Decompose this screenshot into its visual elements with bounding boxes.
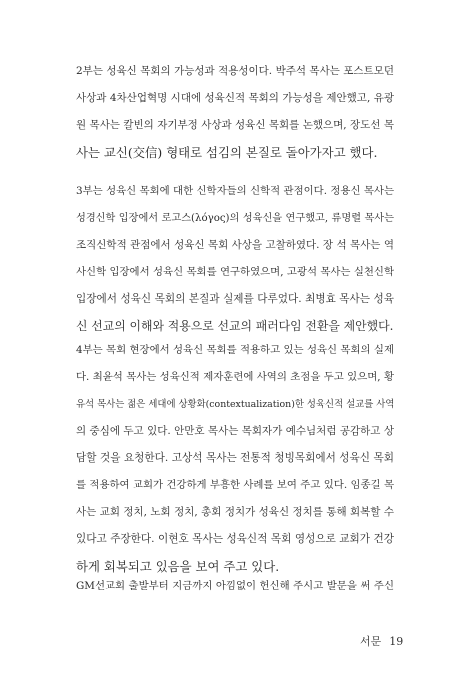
text-line: GM선교회 출발부터 지금까지 아낌없이 헌신해 주시고 발문을 써 주신 [76, 580, 394, 592]
text-line: 2부는 성육신 목회의 가능성과 적용성이다. 박주석 목사는 포스트모던 [76, 65, 394, 77]
text-line: 성경신학 입장에서 로고스(λόγος)의 성육신을 연구했고, 류명렬 목사는 [76, 213, 394, 224]
paragraph-part-3 [76, 178, 394, 340]
text-line: 조직신학적 관점에서 성육신 목회 사상을 고찰하였다. 장 석 목사는 역 [76, 239, 394, 251]
section-title: 서문 [360, 635, 382, 648]
text-line: 4부는 목회 현장에서 성육신 목회를 적용하고 있는 성육신 목회의 실제 [76, 344, 394, 356]
text-line: 유석 목사는 젊은 세대에 상황화(contextualization)한 성육신적 설교를 사역 [76, 399, 394, 410]
text-line: 3부는 성육신 목회에 대한 신학자들의 신학적 관점이다. 정용신 목사는 [76, 185, 394, 197]
text-line: 원 목사는 칼빈의 자기부정 사상과 성육신 목회를 논했으며, 장도선 목 [76, 119, 394, 131]
text-line: 사는 교신(交信) 형태로 섬김의 본질로 돌아가자고 했다. [76, 145, 378, 160]
text-line: 의 중심에 두고 있다. 안만호 목사는 목회자가 예수님처럼 공감하고 상 [76, 425, 394, 437]
page-number: 19 [389, 635, 404, 648]
paragraph-acknowledgement [76, 573, 394, 600]
text-line: 하게 회복되고 있음을 보여 주고 있다. [76, 559, 280, 574]
text-line: 사는 교회 정치, 노회 정치, 총회 정치가 성육신 정치를 통해 회복할 수 [76, 506, 394, 518]
text-line: 입장에서 성육신 목회의 본질과 실제를 다루었다. 최병효 목사는 성육 [76, 293, 394, 305]
text-line: 사신학 입장에서 성육신 목회를 연구하였으며, 고광석 목사는 실천신학 [76, 266, 394, 278]
page-footer [360, 634, 403, 650]
text-line: 다. 최윤석 목사는 성육신적 제자훈련에 사역의 초점을 두고 있으며, 황 [76, 371, 394, 383]
paragraph-part-4 [76, 337, 394, 580]
text-line: 담할 것을 요청한다. 고상석 목사는 전통적 청빙목회에서 성육신 목회 [76, 452, 394, 464]
text-line: 신 선교의 이해와 적용으로 선교의 패러다임 전환을 제안했다. [76, 319, 394, 333]
text-line: 있다고 주장한다. 이현호 목사는 성육신적 목회 영성으로 교회가 건강 [76, 533, 394, 545]
text-line: 를 적용하여 교회가 건강하게 부흥한 사례를 보여 주고 있다. 임종길 목 [76, 479, 394, 491]
paragraph-part-2 [76, 58, 394, 166]
text-line: 사상과 4차산업혁명 시대에 성육신적 목회의 가능성을 제안했고, 유광 [76, 92, 394, 104]
